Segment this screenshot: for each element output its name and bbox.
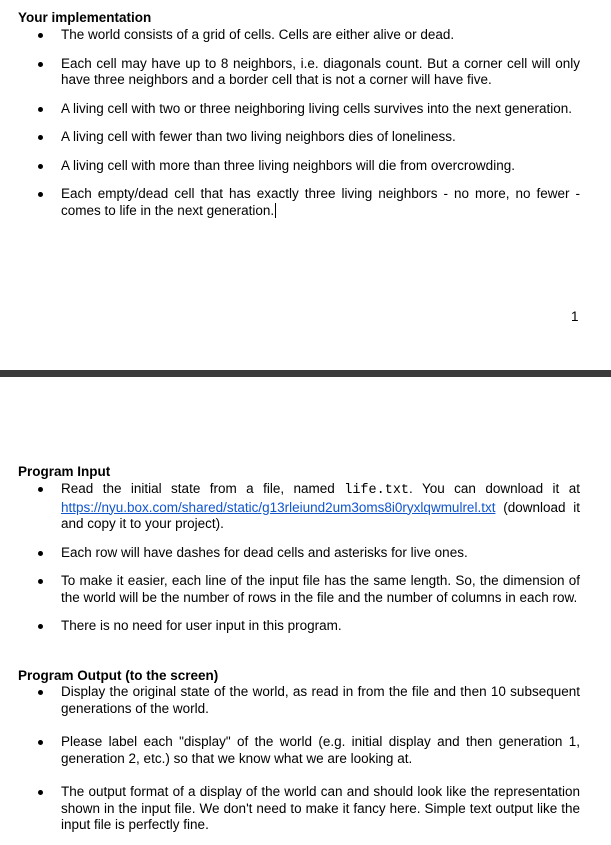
list-item-text: Display the original state of the world, as read in from the file and then 10 subsequent generations of the world. (61, 684, 580, 716)
program-output-list (0, 684, 611, 834)
document-page-1 (0, 0, 611, 370)
list-item-text: The world consists of a grid of cells. Cells are either alive or dead. (61, 27, 455, 42)
page-number: 1 (571, 309, 579, 324)
list-item-text: To make it easier, each line of the input file has the same length. So, the dimension of the world will be the number of rows in the file and the number of columns in each row. (61, 573, 580, 605)
text-cursor (275, 203, 276, 218)
list-item (0, 101, 580, 118)
list-item-text: There is no need for user input in this program. (61, 618, 342, 633)
read-prefix-text: Read the initial state from a file, named (61, 481, 345, 496)
section-heading-program-output: Program Output (to the screen) (18, 668, 219, 683)
list-item (0, 56, 580, 89)
list-item-text: A living cell with more than three living neighbors will die from overcrowding. (61, 157, 515, 173)
list-item-text: Each cell may have up to 8 neighbors, i.e. diagonals count. But a corner cell will only have three neighbors and a border cell that is not a corner will have five. (61, 55, 580, 87)
filename-code: life.txt (344, 483, 410, 498)
page-separator (0, 370, 611, 377)
list-item (0, 734, 580, 767)
list-item-text: Each row will have dashes for dead cells and asterisks for live ones. (61, 544, 468, 560)
list-item (0, 784, 580, 834)
section-heading-program-input: Program Input (18, 464, 111, 479)
list-item (0, 481, 580, 533)
list-item-text: A living cell with fewer than two living neighbors dies of loneliness. (61, 129, 456, 144)
read-suffix-text: . You can download it at (409, 481, 580, 496)
section-heading-implementation: Your implementation (18, 10, 152, 25)
program-input-list (0, 481, 611, 635)
list-item (0, 573, 580, 606)
list-item (0, 618, 580, 635)
list-item (0, 545, 580, 562)
list-item-text: A living cell with two or three neighboring living cells survives into the next generation. (61, 100, 573, 116)
list-item-text[interactable]: Each empty/dead cell that has exactly three living neighbors - no more, no fewer - comes to life in the next generation. (61, 186, 580, 218)
download-link[interactable]: https://nyu.box.com/shared/static/g13rleiund2um3oms8i0ryxlqwmulrel.txt (61, 499, 496, 515)
list-item (0, 129, 580, 146)
list-item (0, 158, 580, 175)
implementation-list (0, 27, 611, 219)
list-item-text: Please label each "display" of the world (e.g. initial display and then generation 1, generation 2, etc.) so that we know what we are looking at. (61, 734, 580, 766)
list-item-text: The output format of a display of the world can and should look like the representation shown in the input file. We don't need to make it fancy here. Simple text output like the input file is perfectly fine. (61, 784, 580, 832)
list-item (0, 27, 580, 44)
document-page-2 (0, 377, 611, 845)
list-item[interactable] (0, 186, 580, 219)
read-tail-text: (download it and copy it to your project). (61, 499, 580, 531)
list-item (0, 684, 580, 717)
